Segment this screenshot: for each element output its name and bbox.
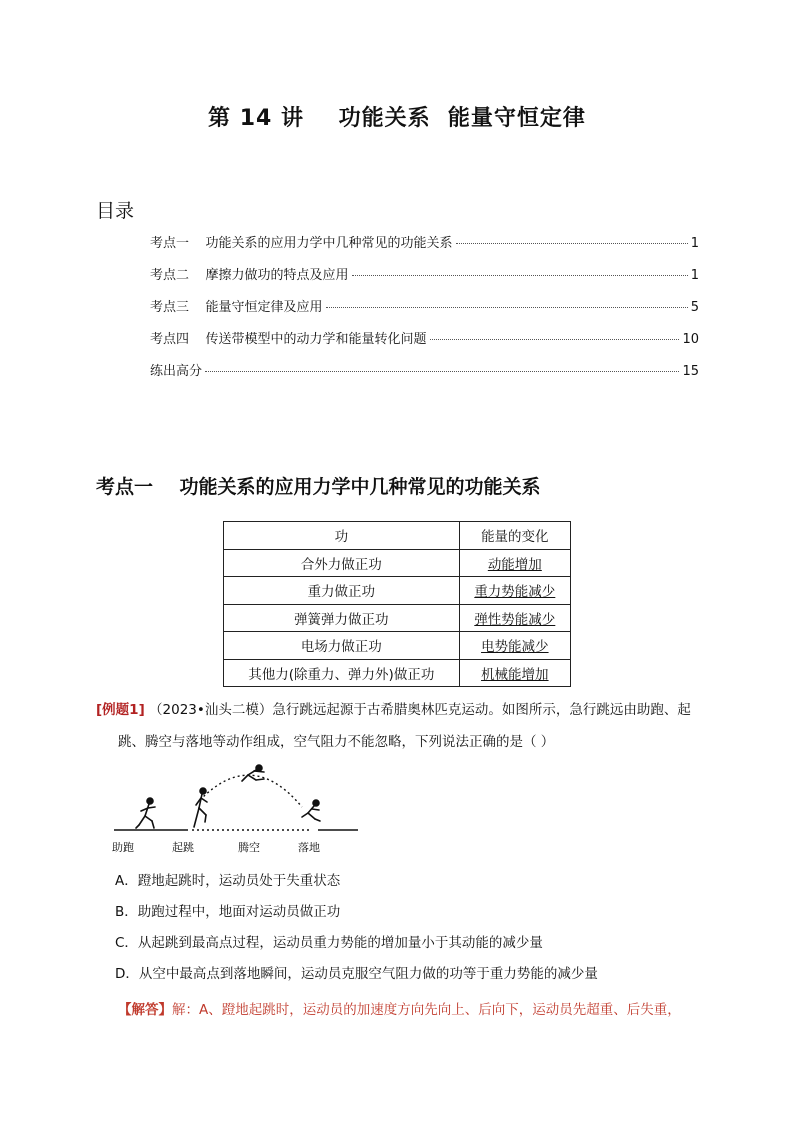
toc-item-label: 考点二 摩擦力做功的特点及应用 [150,268,349,283]
toc-item[interactable] [150,296,699,328]
figure-label-airborne: 腾空 [238,841,260,854]
table-cell-energy-change-text: 弹性势能减少 [474,611,556,628]
document-title: 第 14 讲 功能关系 能量守恒定律 [208,106,586,131]
table-row [224,604,571,632]
runner-figure [136,798,155,828]
toc-item-page: 1 [690,268,699,283]
long-jump-figure [112,755,362,860]
landing-figure [302,800,320,821]
toc-item-page: 15 [682,364,699,379]
example-question-text-1: （2023•汕头二模）急行跳远起源于古希腊奥林匹克运动。如图所示，急行跳远由助跑、起 [149,702,691,718]
table-cell-work: 电场力做正功 [224,632,460,660]
toc-item-page: 1 [690,236,699,251]
takeoff-figure [194,788,207,827]
option-d[interactable]: D．从空中最高点到落地瞬间，运动员克服空气阻力做的功等于重力势能的减少量 [115,966,598,982]
table-row [224,549,571,577]
table-cell-energy-change [459,632,570,660]
toc-leader [430,339,680,340]
toc-item-label: 考点三 能量守恒定律及应用 [150,300,323,315]
table-cell-energy-change-text: 机械能增加 [481,666,549,683]
long-jump-diagram [112,755,362,837]
table-cell-energy-change-text: 重力势能减少 [474,584,556,601]
table-row [224,632,571,660]
figure-label-run: 助跑 [112,841,134,854]
toc-leader [326,307,688,308]
option-b[interactable]: B．助跑过程中，地面对运动员做正功 [115,904,341,920]
toc-item-page: 10 [682,332,699,347]
toc-item[interactable] [150,232,699,264]
answer-line [118,998,681,1018]
toc-leader [205,371,679,372]
table-row [224,577,571,605]
table-header-work: 功 [224,522,460,550]
table-of-contents [150,232,699,392]
figure-label-takeoff: 起跳 [172,841,194,854]
toc-item-label: 考点四 传送带模型中的动力学和能量转化问题 [150,332,427,347]
toc-heading: 目录 [96,200,135,222]
example-question-line-2: 跳、腾空与落地等动作组成，空气阻力不能忽略，下列说法正确的是（ ） [118,734,555,750]
toc-leader [456,243,688,244]
table-header-row [224,522,571,550]
toc-leader [352,275,688,276]
table-cell-work: 合外力做正功 [224,549,460,577]
toc-item-label: 练出高分 [150,364,203,379]
example-question-line-1 [96,698,706,718]
toc-item[interactable] [150,264,699,296]
option-c[interactable]: C．从起跳到最高点过程，运动员重力势能的增加量小于其动能的减少量 [115,935,543,951]
toc-item[interactable] [150,328,699,360]
table-cell-energy-change [459,549,570,577]
airborne-figure [242,765,264,781]
table-header-energy-change: 能量的变化 [459,522,570,550]
table-cell-energy-change [459,604,570,632]
answer-tag: 【解答】 [118,1002,172,1018]
toc-item-label: 考点一 功能关系的应用力学中几种常见的功能关系 [150,236,453,251]
example-tag: [例题1] [96,702,145,718]
table-cell-energy-change [459,577,570,605]
jump-trajectory [200,775,302,807]
option-a[interactable]: A．蹬地起跳时，运动员处于失重状态 [115,873,341,889]
figure-label-landing: 落地 [298,841,320,854]
section-heading: 考点一 功能关系的应用力学中几种常见的功能关系 [96,476,541,498]
toc-item[interactable] [150,360,699,392]
toc-item-page: 5 [690,300,699,315]
work-energy-table [223,521,571,687]
answer-text: 解：A、蹬地起跳时，运动员的加速度方向先向上、后向下，运动员先超重、后失重， [172,1002,681,1018]
table-row [224,659,571,687]
table-cell-work: 弹簧弹力做正功 [224,604,460,632]
table-cell-work: 其他力(除重力、弹力外)做正功 [224,659,460,687]
table-cell-energy-change-text: 动能增加 [487,556,542,573]
table-cell-work: 重力做正功 [224,577,460,605]
table-cell-energy-change [459,659,570,687]
table-cell-energy-change-text: 电势能减少 [481,639,549,656]
